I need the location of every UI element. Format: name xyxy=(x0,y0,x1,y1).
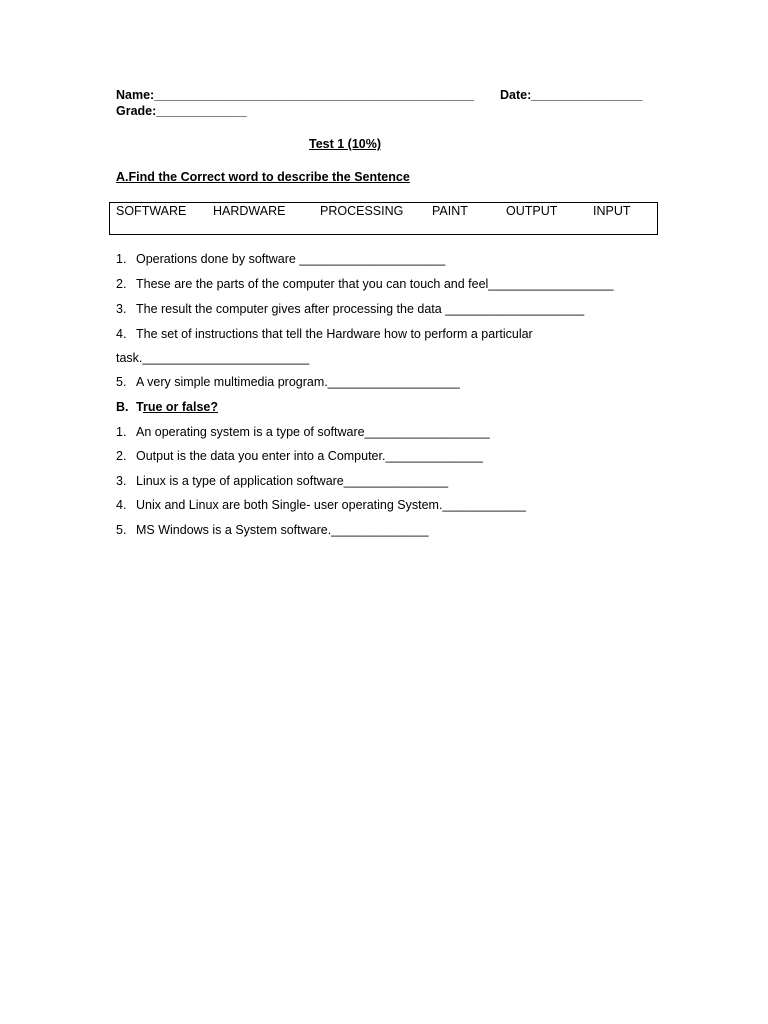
page-title: Test 1 (10%) xyxy=(309,137,382,151)
list-item xyxy=(116,375,460,389)
item-number: 3. xyxy=(116,474,127,488)
word-bank-item: OUTPUT xyxy=(506,204,558,218)
item-text: A very simple multimedia program.___________________ xyxy=(136,375,460,389)
item-text: The result the computer gives after processing the data ____________________ xyxy=(136,302,585,316)
item-number: 3. xyxy=(116,302,127,316)
section-b-heading xyxy=(116,400,218,414)
item-number: 4. xyxy=(116,498,127,512)
grade-field: Grade:_____________ xyxy=(116,104,247,118)
word-bank-item: PAINT xyxy=(432,204,468,218)
section-a-heading: A.Find the Correct word to describe the Sentence xyxy=(116,170,410,184)
item-text: MS Windows is a System software.______________ xyxy=(136,523,429,537)
item-text: The set of instructions that tell the Hardware how to perform a particular xyxy=(136,327,533,341)
list-item xyxy=(116,449,483,463)
item-text: Operations done by software _____________________ xyxy=(136,252,446,266)
word-bank-item: PROCESSING xyxy=(320,204,404,218)
item-text: An operating system is a type of software__________________ xyxy=(136,425,490,439)
item-text: task.________________________ xyxy=(116,351,310,365)
word-bank-item: SOFTWARE xyxy=(116,204,187,218)
item-number: 2. xyxy=(116,449,127,463)
list-item xyxy=(116,425,490,439)
list-item xyxy=(116,474,448,488)
word-bank-item: HARDWARE xyxy=(213,204,286,218)
section-b-heading-t: T xyxy=(136,400,143,414)
section-b-heading-rest: rue or false? xyxy=(142,400,218,414)
list-item xyxy=(116,327,533,341)
item-number: 1. xyxy=(116,425,127,439)
item-number: 1. xyxy=(116,252,127,266)
item-text: Unix and Linux are both Single- user operating System.____________ xyxy=(136,498,526,512)
word-bank-box xyxy=(109,202,658,235)
section-b-label: B. xyxy=(116,400,129,414)
item-text: These are the parts of the computer that you can touch and feel__________________ xyxy=(136,277,614,291)
item-number: 4. xyxy=(116,327,127,341)
item-number: 5. xyxy=(116,375,127,389)
list-item-continuation xyxy=(116,351,309,365)
list-item xyxy=(116,523,429,537)
list-item xyxy=(116,498,526,512)
item-text: Linux is a type of application software_______________ xyxy=(136,474,449,488)
name-field: Name:______________________________________________ xyxy=(116,88,474,102)
list-item xyxy=(116,252,445,266)
list-item xyxy=(116,277,613,291)
item-number: 5. xyxy=(116,523,127,537)
word-bank-item: INPUT xyxy=(593,204,631,218)
list-item xyxy=(116,302,584,316)
item-text: Output is the data you enter into a Computer.______________ xyxy=(136,449,483,463)
date-field: Date:________________ xyxy=(500,88,643,102)
item-number: 2. xyxy=(116,277,127,291)
